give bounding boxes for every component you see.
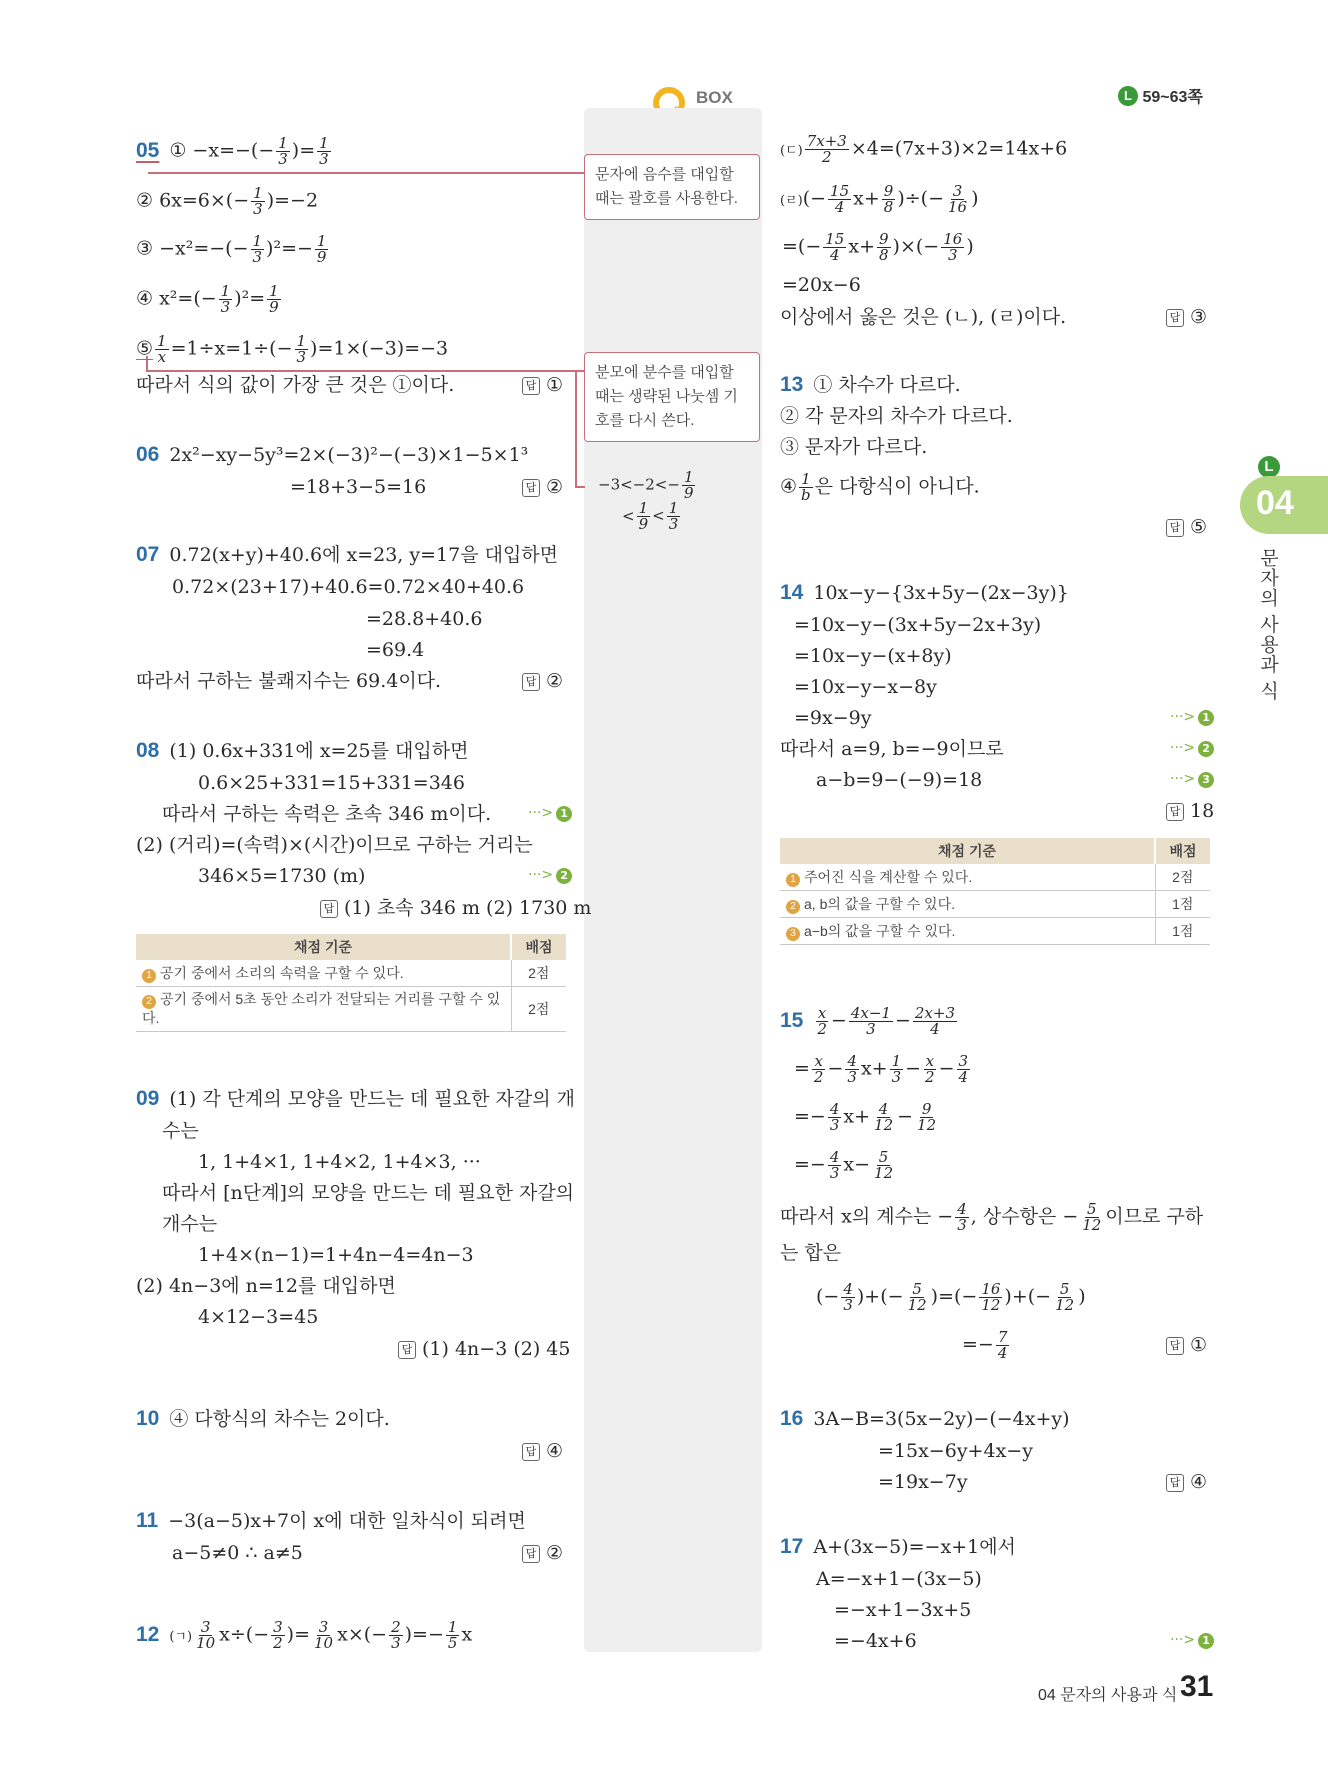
q05-line5: ⑤ $\frac{1}{x}$ =1÷x=1÷(− $\frac{1}{3}$ )=1×(−3)=−3 (136, 332, 449, 366)
q12-l1d: x×(− (337, 1623, 388, 1646)
q10-line1 (136, 1406, 390, 1432)
q07-line1 (136, 542, 558, 568)
side-l-badge: L (1258, 456, 1280, 478)
q11-line2: a−5≠0 ∴ a≠5 (172, 1542, 303, 1564)
q08-answer (320, 895, 591, 921)
q14-line2: =10x−y−(3x+5y−2x+3y) (794, 614, 1042, 636)
q13-line2: ② 각 문자의 차수가 다르다. (780, 405, 1013, 427)
grading-header-criteria: 채점 기준 (780, 838, 1155, 864)
q14-line4: =10x−y−x−8y (794, 676, 937, 698)
q07-line2: 0.72×(23+17)+40.6=0.72×40+40.6 (172, 576, 525, 598)
q12c-l3e: ) (966, 235, 974, 258)
q15-answer (1166, 1332, 1207, 1358)
q08-l1: (1) 0.6x+331에 x=25를 대입하면 (169, 740, 469, 762)
q14-line7: a−b=9−(−9)=18 (816, 769, 983, 791)
q08-line3: 따라서 구하는 속력은 초속 346 m이다. (162, 803, 492, 825)
q16-l1: 3A−B=3(5x−2y)−(−4x+y) (813, 1408, 1070, 1430)
q07-line4: =69.4 (366, 639, 425, 661)
table-row (780, 918, 1210, 945)
q15-number: 15 (780, 1008, 804, 1032)
points-3: 1점 (1155, 918, 1210, 945)
q12c-l2b: (− (802, 187, 827, 210)
q12-l1b: x÷(− (219, 1623, 270, 1646)
table-row (136, 987, 566, 1032)
q12-right-line3: =(− $\frac{15}{4}$ x+ $\frac{9}{8}$ )×(− $\frac{16}{3}$ ) (782, 230, 974, 264)
q10-answer (522, 1438, 563, 1464)
q15-line5: 따라서 x의 계수는 − $\frac{4}{3}$ , 상수항은 − $\frac{5}{12}$ 이므로 구하 (780, 1200, 1204, 1234)
q11-line1 (136, 1508, 526, 1534)
points-1: 2점 (511, 960, 566, 987)
q12c-l2e: ) (971, 187, 979, 210)
q09-number: 09 (136, 1087, 160, 1110)
q09-answer (398, 1336, 570, 1362)
q09-line4: 따라서 [n단계]의 모양을 만드는 데 필요한 자갈의 (162, 1182, 575, 1204)
criteria-2: 공기 중에서 5초 동안 소리가 전달되는 거리를 구할 수 있다. (142, 991, 501, 1026)
step-badge: 1 (1198, 710, 1214, 726)
q16-line2: =15x−6y+4x−y (878, 1440, 1033, 1462)
q17-line1 (780, 1534, 1016, 1560)
q05-l1: ① −x=−(− (169, 139, 275, 162)
q12-label-a: (ㄱ) (169, 1629, 193, 1645)
chapter-tab (1240, 476, 1328, 534)
note-compare-text: −3<−2<− (598, 475, 680, 494)
criteria-1: 주어진 식을 계산할 수 있다. (804, 869, 973, 885)
q07-line3: =28.8+40.6 (366, 608, 483, 630)
q15-line1: 15 $\frac{x}{2}$ − $\frac{4x-1}{3}$ − $\frac{2x+3}{4}$ (780, 1004, 955, 1038)
q09-l1: (1) 각 단계의 모양을 만드는 데 필요한 자갈의 개 (169, 1088, 575, 1110)
q15-line8: =− $\frac{7}{4}$ (962, 1328, 1008, 1362)
connector-06v (575, 370, 577, 486)
q08-line5: 346×5=1730 (m) (198, 865, 366, 887)
q08-step2: ···> 2 (528, 867, 572, 884)
q05-l2: ② 6x=6×(− (136, 189, 250, 212)
q14-line5: =9x−9y (794, 707, 872, 729)
answer-icon: 답 (320, 900, 338, 918)
q07-number: 07 (136, 543, 160, 566)
q05-line1: 05 ① −x=−(− $\frac{1}{3}$ )= $\frac{1}{3}$ (136, 134, 329, 168)
note-compare: −3<−2<− $\frac{1}{9}$ < $\frac{1}{9}$ < $\frac{1}{3}$ (598, 468, 694, 533)
box-column (584, 108, 762, 1652)
q12-l1c: )= (286, 1623, 311, 1646)
criteria-1-icon: 1 (142, 969, 156, 983)
q14-l1: 10x−y−{3x+5y−(2x−3y)} (813, 582, 1069, 604)
grading-header-points: 배점 (1155, 838, 1210, 864)
points-2: 2점 (511, 987, 566, 1032)
grading-table-08 (136, 934, 566, 1032)
q12-right-line2: (ㄹ)(− $\frac{15}{4}$ x+ $\frac{9}{8}$ )÷(− $\frac{3}{16}$ ) (780, 182, 979, 216)
q07-line5: 따라서 구하는 불쾌지수는 69.4이다. (136, 670, 442, 692)
q11-answer (522, 1540, 563, 1566)
q17-line2: A=−x+1−(3x−5) (816, 1568, 982, 1590)
grading-header-points: 배점 (511, 934, 566, 960)
q14-number: 14 (780, 581, 804, 604)
table-row (780, 864, 1210, 891)
answer-icon: 답 (522, 479, 540, 497)
q12-l1e: )=− (404, 1623, 444, 1646)
grading-header-criteria: 채점 기준 (136, 934, 511, 960)
q08-line1 (136, 738, 468, 764)
q05-l4b: )²= (234, 287, 266, 310)
q12-right-line1: (ㄷ) $\frac{7x+3}{2}$ ×4=(7x+3)×2=14x+6 (780, 132, 1068, 166)
criteria-2-icon: 2 (786, 900, 800, 914)
q12-number: 12 (136, 1622, 160, 1646)
q11-number: 11 (136, 1509, 159, 1532)
points-1: 2점 (1155, 864, 1210, 891)
q12-answer-text: ③ (1190, 306, 1208, 328)
q12-right-line4: =20x−6 (782, 274, 861, 296)
q07-l1: 0.72(x+y)+40.6에 x=23, y=17을 대입하면 (169, 544, 559, 566)
q15-l5c: 이므로 구하 (1105, 1205, 1204, 1228)
q06-answer (522, 474, 563, 500)
answer-icon: 답 (522, 673, 540, 691)
points-2: 1점 (1155, 891, 1210, 918)
q05-answer (522, 372, 563, 398)
answer-icon: 답 (522, 1545, 540, 1563)
q05-line2: ② 6x=6×(− $\frac{1}{3}$ )=−2 (136, 184, 319, 218)
step-badge: 3 (1198, 772, 1214, 788)
q09-line3: 1, 1+4×1, 1+4×2, 1+4×3, ··· (198, 1151, 481, 1173)
q15-l5a: 따라서 x의 계수는 − (780, 1205, 954, 1228)
q08-line2: 0.6×25+331=15+331=346 (198, 772, 465, 794)
q17-line3: =−x+1−3x+5 (834, 1599, 972, 1621)
q12-label-c: (ㄷ) (780, 143, 803, 159)
q11-l1: −3(a−5)x+7이 x에 대한 일차식이 되려면 (168, 1510, 526, 1532)
q14-line6: 따라서 a=9, b=−9이므로 (780, 738, 1004, 760)
l-badge-icon: L (1118, 86, 1138, 106)
chapter-num: 04 (1256, 484, 1294, 522)
q15-line6: 는 합은 (780, 1242, 842, 1264)
criteria-2: a, b의 값을 구할 수 있다. (804, 896, 955, 912)
q09-line6: 1+4×(n−1)=1+4n−4=4n−3 (198, 1244, 474, 1266)
q12-line1: 12 (ㄱ) $\frac{3}{10}$ x÷(− $\frac{3}{2}$ )= $\frac{3}{10}$ x×(− $\frac{2}{3}$ )=− $\frac{1}{5}$ x (136, 1618, 473, 1652)
box-label: BOX (696, 88, 733, 107)
step-badge: 2 (1198, 741, 1214, 757)
q12c-l3b: =(− (782, 235, 822, 258)
q14-line3: =10x−y−(x+8y) (794, 645, 952, 667)
q13-number: 13 (780, 373, 804, 396)
q05-line3: ③ −x²=−(− $\frac{1}{3}$ )²=− $\frac{1}{9}$ (136, 232, 327, 266)
q12-label-d: (ㄹ) (780, 193, 803, 209)
q17-step1: ···> 1 (1170, 1632, 1214, 1649)
q16-number: 16 (780, 1407, 804, 1430)
table-row (780, 891, 1210, 918)
answer-icon: 답 (522, 1443, 540, 1461)
q08-step1: ···> 1 (528, 805, 572, 822)
q06-line1 (136, 442, 528, 468)
q15-line2: = $\frac{x}{2}$ − $\frac{4}{3}$ x+ $\frac{1}{3}$ − $\frac{x}{2}$ − $\frac{3}{4}$ (794, 1052, 969, 1086)
q10-answer-text: ④ (546, 1440, 564, 1462)
connector-06h (575, 486, 585, 488)
criteria-1: 공기 중에서 소리의 속력을 구할 수 있다. (160, 965, 404, 981)
q14-step1: ···> 1 (1170, 709, 1214, 726)
page-range-text: 59~63쪽 (1142, 89, 1203, 106)
q05-l3b: )²=− (266, 237, 313, 260)
q13-answer-text: ⑤ (1190, 516, 1208, 538)
q14-answer-text: 18 (1190, 800, 1215, 822)
q12c-l3d: )×(− (892, 235, 940, 258)
q05-l3: ③ −x²=−(− (136, 237, 249, 260)
q05-conclusion: 따라서 식의 값이 가장 큰 것은 ①이다. (136, 374, 455, 396)
note-fraction-text: 분모에 분수를 대입할 때는 생략된 나눗셈 기호를 다시 쓴다. (595, 364, 738, 429)
note-negative (584, 154, 760, 220)
answer-icon: 답 (1166, 519, 1184, 537)
q09-line1 (136, 1086, 575, 1112)
q15-l5b: , 상수항은 − (970, 1205, 1079, 1228)
q14-step3: ···> 3 (1170, 771, 1214, 788)
answer-icon: 답 (398, 1341, 416, 1359)
q15-line7: (− $\frac{4}{3}$ )+(− $\frac{5}{12}$ )=(− $\frac{16}{12}$ )+(− $\frac{5}{12}$ ) (816, 1280, 1086, 1314)
q07-answer (522, 668, 563, 694)
q12-right-line5: 이상에서 옳은 것은 (ㄴ), (ㄹ)이다. (780, 306, 1067, 328)
q15-line4: =− $\frac{4}{3}$ x− $\frac{5}{12}$ (794, 1148, 894, 1182)
q12c-l1b: ×4=(7x+3)×2=14x+6 (850, 137, 1068, 160)
q13-l1: ① 차수가 다르다. (813, 374, 961, 396)
q12c-l2c: x+ (853, 187, 880, 210)
q10-l1: ④ 다항식의 차수는 2이다. (169, 1408, 390, 1430)
q05-l4: ④ x²=(− (136, 287, 217, 310)
q17-line4: =−4x+6 (834, 1630, 917, 1652)
footer-chapter: 04 문자의 사용과 식 (1038, 1687, 1178, 1704)
q12c-l2d: )÷(− (897, 187, 944, 210)
q13-l4b: 은 다항식이 아니다. (814, 475, 980, 498)
q06-answer-text: ② (546, 476, 564, 498)
q08-number: 08 (136, 739, 160, 762)
q16-answer (1166, 1469, 1207, 1495)
q09-line2: 수는 (162, 1120, 199, 1142)
q08-line4: (2) (거리)=(속력)×(시간)이므로 구하는 거리는 (136, 834, 533, 856)
q15-line3: =− $\frac{4}{3}$ x+ $\frac{4}{12}$ − $\frac{9}{12}$ (794, 1100, 937, 1134)
page-range (1118, 84, 1203, 107)
q12-answer (1166, 304, 1207, 330)
q05-l5b: =1÷x=1÷(− (170, 337, 293, 360)
chapter-title-vertical: 문자의 사용과 식 (1257, 548, 1278, 701)
q05-l2b: )=−2 (266, 189, 319, 212)
note-compare-lt: < (622, 506, 635, 525)
q08-answer-text: (1) 초속 346 m (2) 1730 m (344, 897, 592, 919)
grading-table-14 (780, 838, 1210, 945)
q13-line3: ③ 문자가 다르다. (780, 436, 928, 458)
q09-line8: 4×12−3=45 (198, 1306, 319, 1328)
step-badge: 2 (556, 868, 572, 884)
q10-number: 10 (136, 1407, 160, 1430)
q13-line1 (780, 372, 961, 398)
q09-line7: (2) 4n−3에 n=12를 대입하면 (136, 1275, 396, 1297)
q13-l4a: ④ (780, 475, 798, 498)
q07-answer-text: ② (546, 670, 564, 692)
q05-l5c: )=1×(−3)=−3 (310, 337, 449, 360)
table-row (136, 960, 566, 987)
q17-l1: A+(3x−5)=−x+1에서 (813, 1536, 1016, 1558)
criteria-3-icon: 3 (786, 927, 800, 941)
connector-05 (148, 172, 584, 174)
q17-number: 17 (780, 1535, 804, 1558)
q09-line5: 개수는 (162, 1213, 218, 1235)
answer-icon: 답 (1166, 1337, 1184, 1355)
answer-icon: 답 (522, 377, 540, 395)
q14-answer (1166, 798, 1214, 824)
note-negative-text: 문자에 음수를 대입할 때는 괄호를 사용한다. (595, 166, 738, 207)
q11-answer-text: ② (546, 1542, 564, 1564)
criteria-1-icon: 1 (786, 873, 800, 887)
step-badge: 1 (556, 806, 572, 822)
note-fraction (584, 352, 760, 442)
q12-l1f: x (461, 1623, 473, 1646)
criteria-2-icon: 2 (142, 995, 156, 1009)
q06-line2: =18+3−5=16 (290, 476, 427, 498)
q16-line3: =19x−7y (878, 1471, 968, 1493)
q16-line1 (780, 1406, 1070, 1432)
q06-l1: 2x²−xy−5y³=2×(−3)²−(−3)×1−5×1³ (169, 444, 529, 466)
q13-line4: ④ $\frac{1}{b}$ 은 다항식이 아니다. (780, 470, 980, 504)
q09-answer-text: (1) 4n−3 (2) 45 (422, 1338, 571, 1360)
answer-icon: 답 (1166, 1474, 1184, 1492)
criteria-3: a−b의 값을 구할 수 있다. (804, 923, 956, 939)
q13-answer (1166, 514, 1207, 540)
q05-l5a: ⑤ (136, 337, 154, 360)
q16-answer-text: ④ (1190, 1471, 1208, 1493)
q05-line4: ④ x²=(− $\frac{1}{3}$ )²= $\frac{1}{9}$ (136, 282, 279, 316)
q14-line1 (780, 580, 1069, 606)
q14-step2: ···> 2 (1170, 740, 1214, 757)
answer-icon: 답 (1166, 309, 1184, 327)
q05-number: 05 (136, 138, 160, 162)
answer-icon: 답 (1166, 803, 1184, 821)
q12c-l3c: x+ (848, 235, 875, 258)
step-badge: 1 (1198, 1633, 1214, 1649)
q15-answer-text: ① (1190, 1334, 1208, 1356)
q05-answer-text: ① (546, 374, 564, 396)
page-number: 31 (1180, 1670, 1214, 1703)
q06-number: 06 (136, 443, 160, 466)
